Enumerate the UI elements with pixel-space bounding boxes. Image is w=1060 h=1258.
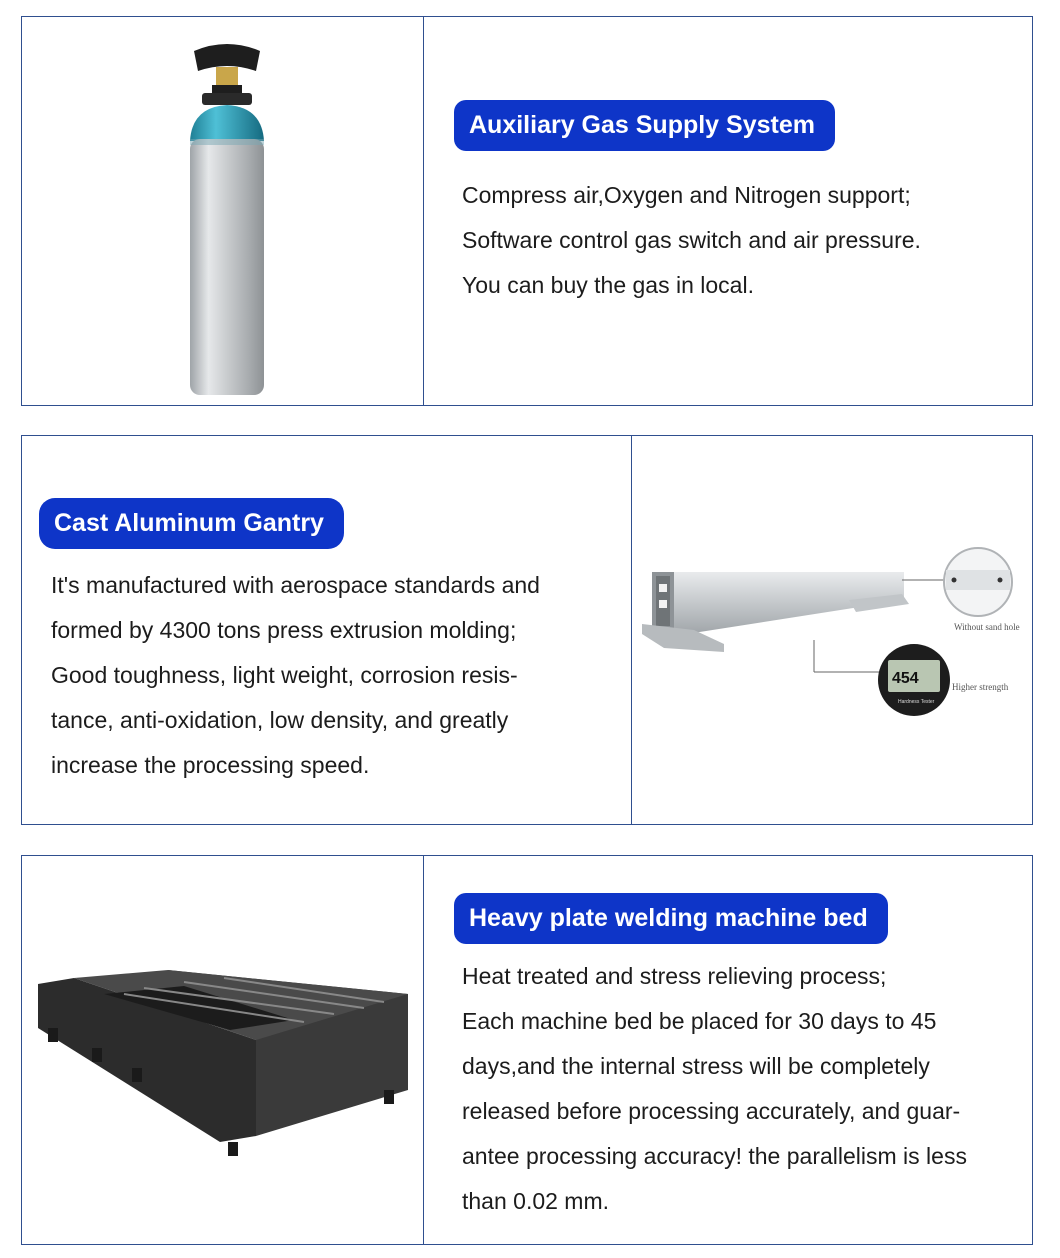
description-line: You can buy the gas in local. <box>462 272 754 298</box>
section-machine-bed <box>21 855 1033 1245</box>
description-line: than 0.02 mm. <box>462 1188 610 1214</box>
section-description <box>462 173 921 308</box>
callout-label-sand-hole: Without sand hole <box>954 622 1020 632</box>
callout-label-strength: Higher strength <box>952 682 1009 692</box>
panel-divider <box>423 856 424 1244</box>
description-line: antee processing accuracy! the parallelism is less <box>462 1143 967 1169</box>
description-line: tance, anti-oxidation, low density, and greatly <box>51 707 509 733</box>
meter-value: 454 <box>892 670 919 687</box>
description-line: formed by 4300 tons press extrusion molding; <box>51 617 517 643</box>
section-title-pill: Cast Aluminum Gantry <box>39 498 344 549</box>
section-title-pill: Auxiliary Gas Supply System <box>454 100 835 151</box>
machine-bed-image <box>34 964 414 1160</box>
description-line: days,and the internal stress will be completely <box>462 1053 930 1079</box>
section-gantry <box>21 435 1033 825</box>
section-title-pill: Heavy plate welding machine bed <box>454 893 888 944</box>
description-line: Good toughness, light weight, corrosion resis- <box>51 662 518 688</box>
panel-divider <box>631 436 632 824</box>
meter-brand: Hardness Tester <box>898 699 935 705</box>
panel-divider <box>423 17 424 405</box>
description-line: increase the processing speed. <box>51 752 370 778</box>
gantry-image <box>634 536 1030 726</box>
description-line: Heat treated and stress relieving process; <box>462 963 887 989</box>
description-line: Software control gas switch and air pressure. <box>462 227 921 253</box>
section-description <box>51 563 540 788</box>
section-description <box>462 954 967 1224</box>
description-line: Compress air,Oxygen and Nitrogen support; <box>462 182 911 208</box>
description-line: Each machine bed be placed for 30 days to 45 <box>462 1008 937 1034</box>
description-line: It's manufactured with aerospace standards and <box>51 572 540 598</box>
section-gas-supply <box>21 16 1033 406</box>
gas-cylinder-image <box>172 41 282 403</box>
description-line: released before processing accurately, and guar- <box>462 1098 961 1124</box>
